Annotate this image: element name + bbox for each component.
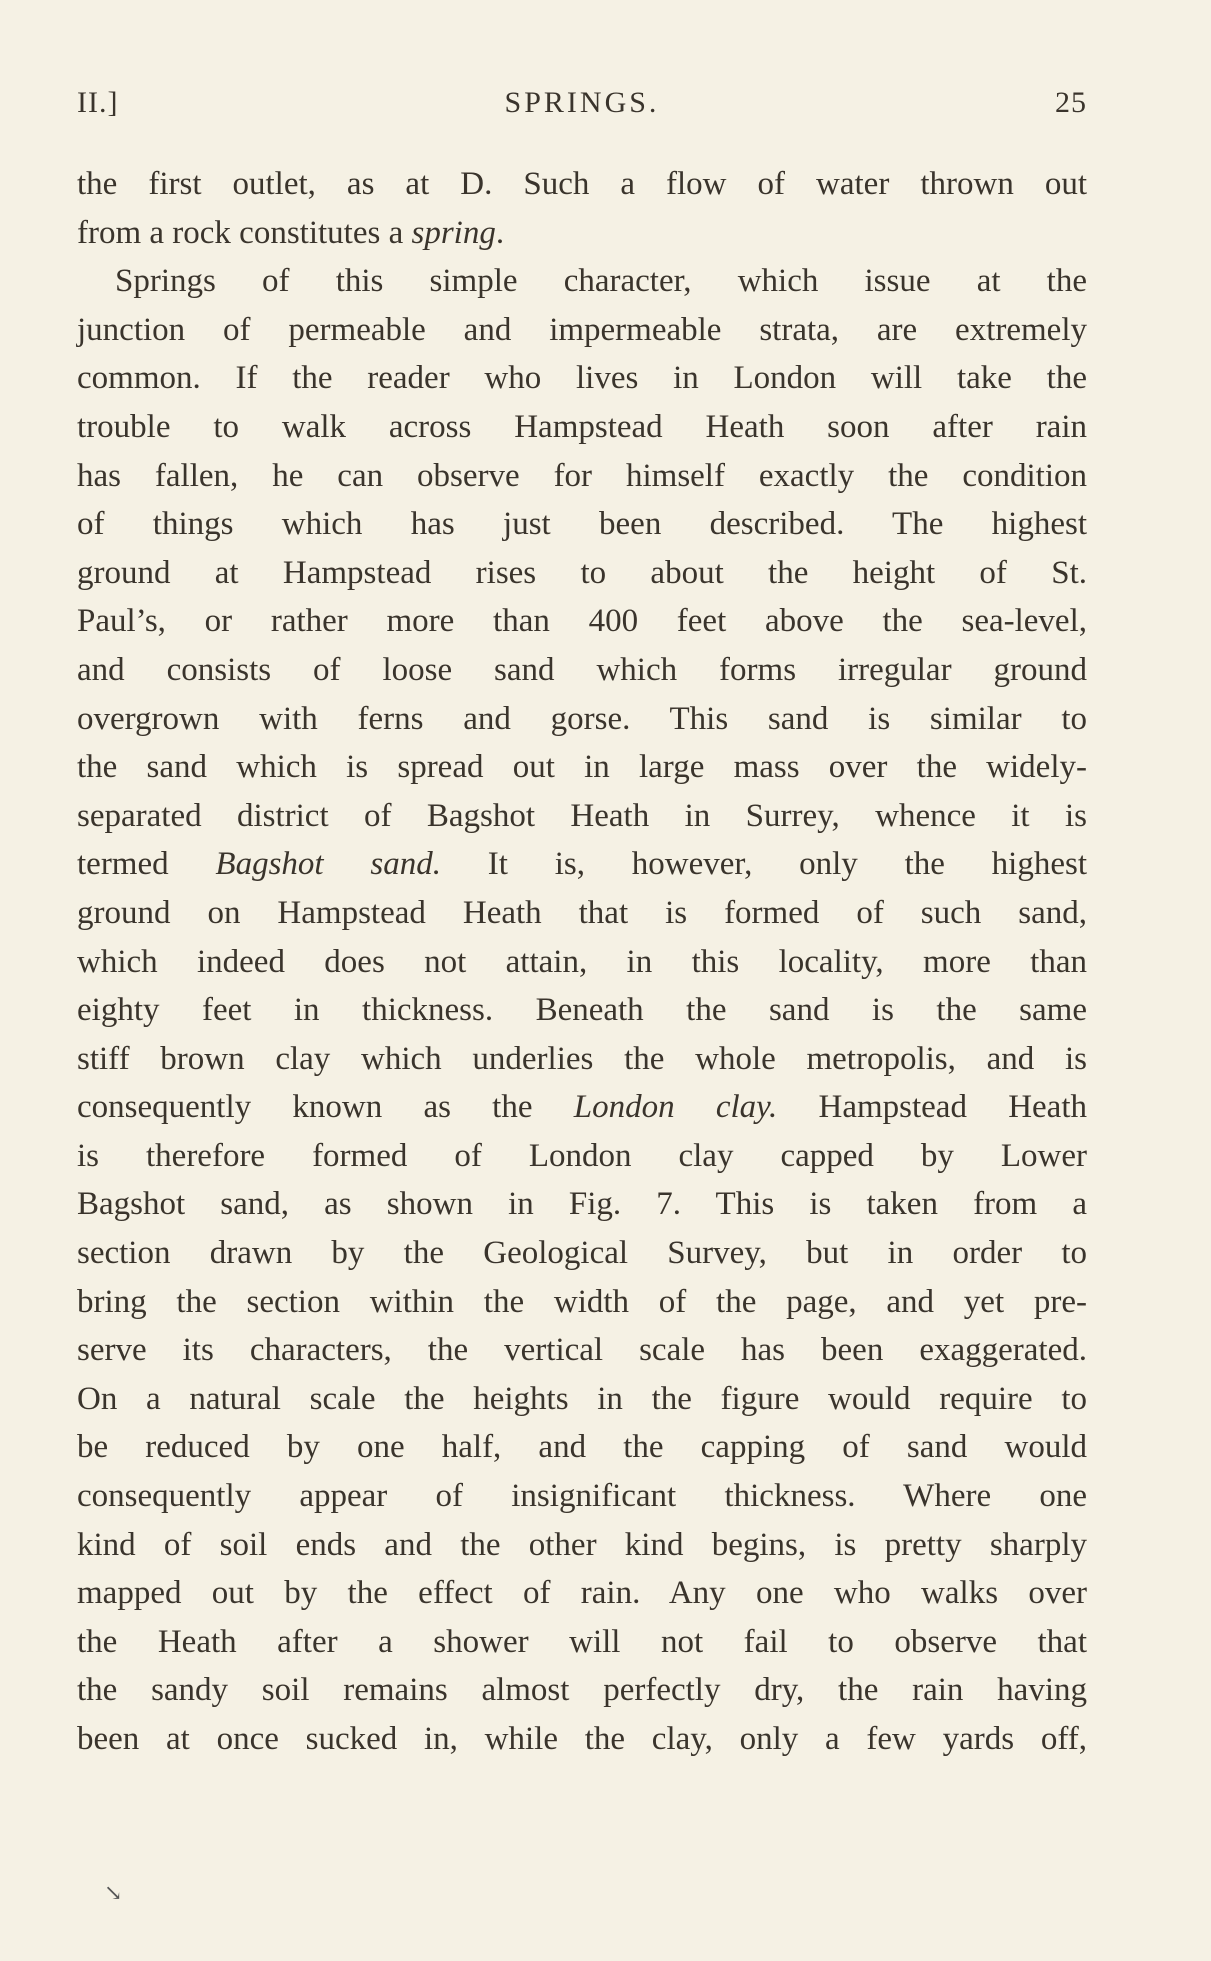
text-line: ground at Hampstead rises to about the height of St. [77, 554, 1087, 591]
text-line: the sand which is spread out in large mass over the widely- [77, 749, 1087, 786]
body-text [77, 160, 1087, 1764]
text-line: from a rock constitutes a spring. [77, 214, 505, 251]
italic-term-london-clay: London clay. [573, 1089, 778, 1126]
text-line: serve its characters, the vertical scale has been exaggerated. [77, 1332, 1087, 1369]
text-line: section drawn by the Geological Survey, but in order to [77, 1235, 1087, 1272]
text-line: bring the section within the width of the page, and yet pre- [77, 1283, 1087, 1320]
text-line: the Heath after a shower will not fail to observe that [77, 1623, 1087, 1660]
italic-term-spring: spring [411, 214, 496, 251]
text-line: overgrown with ferns and gorse. This sand is similar to [77, 700, 1087, 737]
text-line: Springs of this simple character, which issue at the [115, 263, 1087, 300]
chapter-number: II.] [77, 86, 119, 119]
text-line: On a natural scale the heights in the figure would require to [77, 1380, 1087, 1417]
text-line: kind of soil ends and the other kind begins, is pretty sharply [77, 1526, 1087, 1563]
text-line: stiff brown clay which underlies the whole metropolis, and is [77, 1040, 1087, 1077]
text-line: consequently appear of insignificant thickness. Where one [77, 1478, 1087, 1515]
text-line: junction of permeable and impermeable strata, are extremely [77, 311, 1087, 348]
text-line: be reduced by one half, and the capping of sand would [77, 1429, 1087, 1466]
text-line: termed Bagshot sand. It is, however, only the highest [77, 846, 1088, 883]
text-line: separated district of Bagshot Heath in Surrey, whence it is [77, 797, 1087, 834]
text-line: common. If the reader who lives in London will take the [77, 360, 1087, 397]
printer-mark: ↘ [104, 1880, 123, 1905]
text-line: is therefore formed of London clay capped by Lower [77, 1137, 1087, 1174]
text-line: trouble to walk across Hampstead Heath soon after rain [77, 408, 1087, 445]
page-number: 25 [1055, 86, 1087, 119]
text-line: been at once sucked in, while the clay, only a few yards off, [77, 1721, 1087, 1757]
text-line: of things which has just been described. The highest [77, 506, 1087, 543]
text-line: has fallen, he can observe for himself exactly the condition [77, 457, 1087, 494]
text-line: ground on Hampstead Heath that is formed of such sand, [77, 894, 1087, 931]
text-line: Paul’s, or rather more than 400 feet above the sea-level, [77, 603, 1087, 640]
text-line: eighty feet in thickness. Beneath the sand is the same [77, 992, 1087, 1029]
text-line: the first outlet, as at D. Such a flow of water thrown out [77, 166, 1087, 202]
running-title: SPRINGS. [504, 86, 660, 119]
text-line: Bagshot sand, as shown in Fig. 7. This is taken from a [77, 1186, 1087, 1223]
text-line: consequently known as the London clay. Hampstead Heath [77, 1089, 1087, 1126]
text-line: and consists of loose sand which forms irregular ground [77, 651, 1087, 688]
text-line: mapped out by the effect of rain. Any one who walks over [77, 1575, 1087, 1612]
text-line: the sandy soil remains almost perfectly dry, the rain having [77, 1672, 1087, 1709]
running-header [77, 86, 1087, 130]
italic-term-bagshot-sand: Bagshot sand. [215, 846, 441, 883]
text-line: which indeed does not attain, in this locality, more than [77, 943, 1087, 980]
